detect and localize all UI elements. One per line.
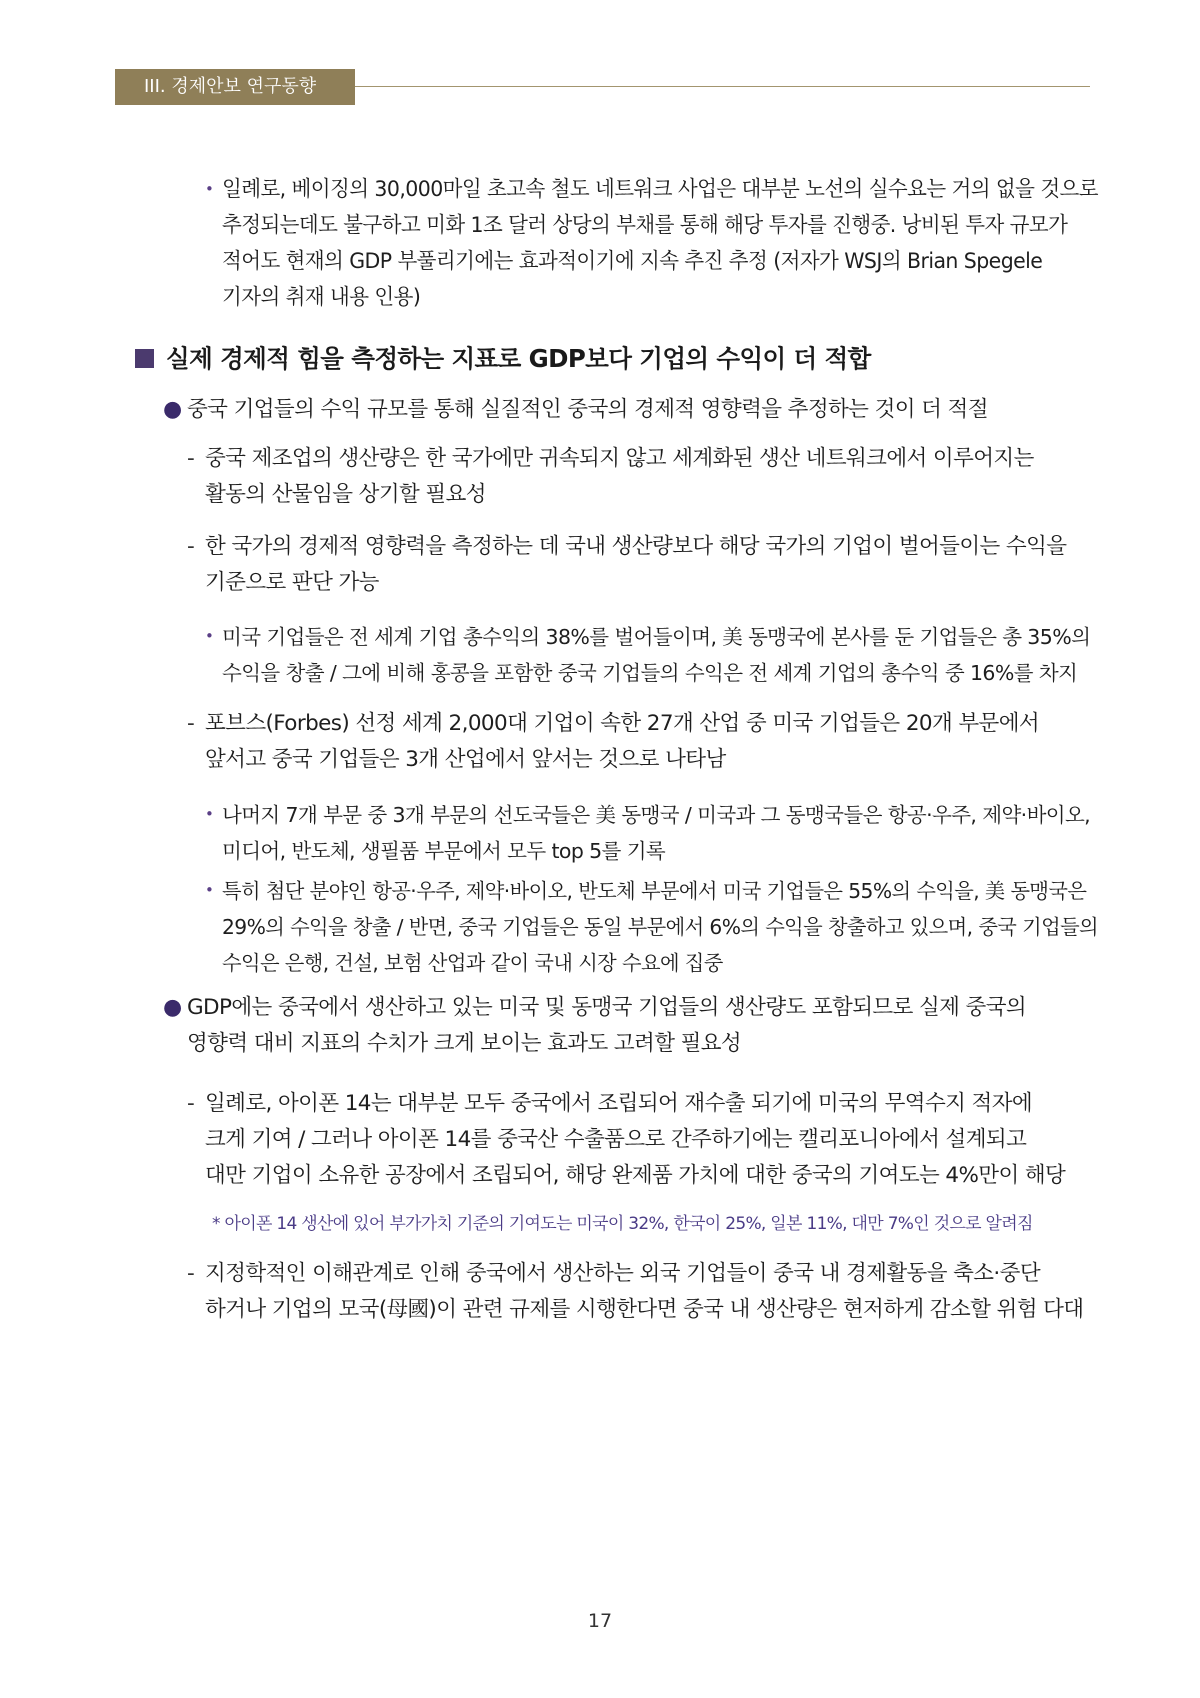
dash-marker: - xyxy=(187,446,195,471)
text-line: 활동의 산물임을 상기할 필요성 xyxy=(205,482,486,507)
sub-bullet-advanced-sectors xyxy=(205,873,1109,981)
bullet-marker: • xyxy=(205,180,214,198)
sub-bullet-remaining-sectors xyxy=(205,797,1090,869)
text-line: 대만 기업이 소유한 공장에서 조립되어, 해당 완제품 가치에 대한 중국의 기여도는 4%만이 해당 xyxy=(205,1163,1066,1188)
dash-item-iphone-14 xyxy=(187,1086,1065,1194)
section-heading xyxy=(135,339,871,379)
dash-marker: - xyxy=(187,534,195,559)
circle-bullet-icon: ● xyxy=(163,397,182,422)
text-line: GDP에는 중국에서 생산하고 있는 미국 및 동맹국 기업들의 생산량도 포함되므로 실제 중국의 xyxy=(187,995,1027,1020)
bullet-marker: • xyxy=(205,627,214,645)
text-line: 영향력 대비 지표의 수치가 크게 보이는 효과도 고려할 필요성 xyxy=(187,1031,742,1056)
text-line: 중국 제조업의 생산량은 한 국가에만 귀속되지 않고 세계화된 생산 네트워크에서 이루어지는 xyxy=(205,446,1034,471)
text-line: 수익은 은행, 건설, 보험 산업과 같이 국내 시장 수요에 집중 xyxy=(222,951,723,975)
text-line: 29%의 수익을 창출 / 반면, 중국 기업들은 동일 부문에서 6%의 수익을 창출하고 있으며, 중국 기업들의 xyxy=(222,915,1099,939)
sub-bullet-highspeed-rail xyxy=(205,172,1141,316)
text-line: 특히 첨단 분야인 항공·우주, 제약·바이오, 반도체 부문에서 미국 기업들은 55%의 수익을, 美 동맹국은 xyxy=(222,879,1087,903)
sub-bullet-profit-share xyxy=(205,619,1090,691)
text-line: 나머지 7개 부문 중 3개 부문의 선도국들은 美 동맹국 / 미국과 그 동맹국들은 항공·우주, 제약·바이오, xyxy=(222,803,1091,827)
footnote-value-added: * 아이폰 14 생산에 있어 부가가치 기준의 기여도는 미국이 32%, 한국이 25%, 일본 11%, 대만 7%인 것으로 알려짐 xyxy=(212,1214,1033,1234)
square-bullet-icon xyxy=(135,349,154,368)
dash-marker: - xyxy=(187,1261,195,1286)
dash-item-profit-measure xyxy=(187,529,1066,601)
text-line: 적어도 현재의 GDP 부풀리기에는 효과적이기에 지속 추진 추정 (저자가 WSJ의 Brian Spegele xyxy=(222,249,1043,274)
text-line: 수익을 창출 / 그에 비해 홍콩을 포함한 중국 기업들의 수익은 전 세계 기업의 총수익 중 16%를 차지 xyxy=(222,661,1078,685)
page-number: 17 xyxy=(587,1610,613,1632)
text-line: 지정학적인 이해관계로 인해 중국에서 생산하는 외국 기업들이 중국 내 경제활동을 축소·중단 xyxy=(205,1261,1041,1286)
text-line: 기준으로 판단 가능 xyxy=(205,570,379,595)
dash-item-global-network xyxy=(187,441,1034,513)
text-line: 일례로, 아이폰 14는 대부분 모두 중국에서 조립되어 재수출 되기에 미국의 무역수지 적자에 xyxy=(205,1091,1033,1116)
header-divider xyxy=(355,86,1090,87)
text-line: 크게 기여 / 그러나 아이폰 14를 중국산 수출품으로 간주하기에는 캘리포니아에서 설계되고 xyxy=(205,1127,1027,1152)
text-line: 하거나 기업의 모국(母國)이 관련 규제를 시행한다면 중국 내 생산량은 현저하게 감소할 위험 다대 xyxy=(205,1297,1084,1322)
text-line: 한 국가의 경제적 영향력을 측정하는 데 국내 생산량보다 해당 국가의 기업이 벌어들이는 수익을 xyxy=(205,534,1067,559)
section-header-label: III. 경제안보 연구동향 xyxy=(115,69,355,105)
text-line: 일례로, 베이징의 30,000마일 초고속 철도 네트워크 사업은 대부분 노선의 실수요는 거의 없을 것으로 xyxy=(222,177,1099,202)
text-line: 미디어, 반도체, 생필품 부문에서 모두 top 5를 기록 xyxy=(222,839,666,863)
dash-marker: - xyxy=(187,1091,195,1116)
bullet-marker: • xyxy=(205,881,214,899)
text-line: 앞서고 중국 기업들은 3개 산업에서 앞서는 것으로 나타남 xyxy=(205,747,726,772)
circle-bullet-gdp-inclusion xyxy=(163,990,1026,1062)
text-line: 포브스(Forbes) 선정 세계 2,000대 기업이 속한 27개 산업 중 미국 기업들은 20개 부문에서 xyxy=(205,711,1040,736)
section-heading-text: 실제 경제적 힘을 측정하는 지표로 GDP보다 기업의 수익이 더 적합 xyxy=(166,344,871,373)
text-line: 추정되는데도 불구하고 미화 1조 달러 상당의 부채를 통해 해당 투자를 진행중. 낭비된 투자 규모가 xyxy=(222,213,1068,238)
dash-marker: - xyxy=(187,711,195,736)
circle-bullet-corporate-profits xyxy=(163,392,988,428)
dash-item-geopolitical-risk xyxy=(187,1256,1083,1328)
bullet-marker: • xyxy=(205,805,214,823)
dash-item-forbes-2000 xyxy=(187,706,1039,778)
text-line: 미국 기업들은 전 세계 기업 총수익의 38%를 벌어들이며, 美 동맹국에 본사를 둔 기업들은 총 35%의 xyxy=(222,625,1091,649)
text-line: 중국 기업들의 수익 규모를 통해 실질적인 중국의 경제적 영향력을 추정하는 것이 더 적절 xyxy=(187,397,988,422)
circle-bullet-icon: ● xyxy=(163,995,182,1020)
text-line: 기자의 취재 내용 인용) xyxy=(222,285,421,310)
